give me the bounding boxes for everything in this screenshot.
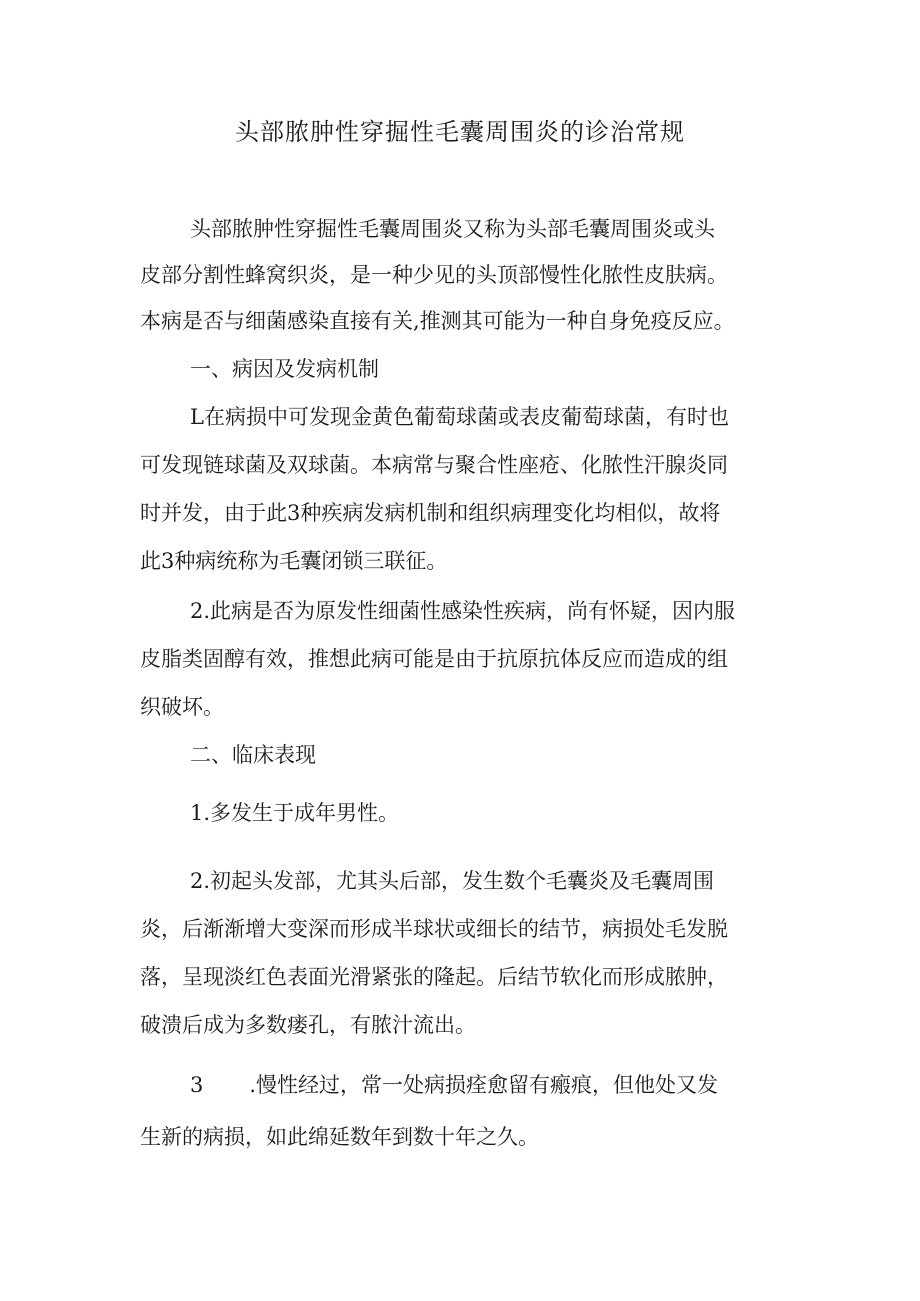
section-1-item-1-line-2: 可发现链球菌及双球菌。本病常与聚合性座疮、化脓性汗腺炎同 xyxy=(140,453,728,477)
section-1-item-1-line-1: L在病损中可发现金黄色葡萄球菌或表皮葡萄球菌，有时也 xyxy=(190,405,729,429)
intro-line-3: 本病是否与细菌感染直接有关,推测其可能为一种自身免疫反应。 xyxy=(140,309,735,333)
section-2-heading: 二、临床表现 xyxy=(190,743,316,767)
section-1-item-1-line-4: 此3种病统称为毛囊闭锁三联征。 xyxy=(140,549,448,573)
section-2-item-2-line-2: 炎，后渐渐增大变深而形成半球状或细长的结节，病损处毛发脱 xyxy=(140,917,728,941)
section-2-item-2-line-3: 落，呈现淡红色表面光滑紧张的隆起。后结节软化而形成脓肿， xyxy=(140,965,728,989)
section-2-item-1-line-1: 1.多发生于成年男性。 xyxy=(190,801,400,825)
section-1-item-2-line-1: 2.此病是否为原发性细菌性感染性疾病，尚有怀疑，因内服 xyxy=(190,599,736,623)
section-2-item-3-line-1 xyxy=(190,1068,718,1102)
intro-line-1: 头部脓肿性穿掘性毛囊周围炎又称为头部毛囊周围炎或头 xyxy=(190,217,715,241)
section-1-item-1-line-3: 时并发，由于此3种疾病发病机制和组织病理变化均相似，故将 xyxy=(140,501,721,525)
section-2-item-3-line-2: 生新的病损，如此绵延数年到数十年之久。 xyxy=(140,1125,539,1149)
section-2-item-3-text: .慢性经过，常一处病损痊愈留有瘢痕，但他处又发 xyxy=(249,1073,719,1097)
section-2-item-2-line-4: 破溃后成为多数瘘孔，有脓汁流出。 xyxy=(140,1013,476,1037)
intro-line-2: 皮部分割性蜂窝织炎，是一种少见的头顶部慢性化脓性皮肤病。 xyxy=(140,263,728,287)
section-1-item-2-line-3: 织破坏。 xyxy=(140,695,224,719)
section-1-item-2-line-2: 皮脂类固醇有效，推想此病可能是由于抗原抗体反应而造成的组 xyxy=(140,647,728,671)
section-2-item-2-line-1: 2.初起头发部，尤其头后部，发生数个毛囊炎及毛囊周围 xyxy=(190,869,715,893)
section-1-heading: 一、病因及发病机制 xyxy=(190,357,379,381)
document-title: 头部脓肿性穿掘性毛囊周围炎的诊治常规 xyxy=(235,118,685,146)
section-2-item-3-number: 3 xyxy=(190,1073,204,1097)
